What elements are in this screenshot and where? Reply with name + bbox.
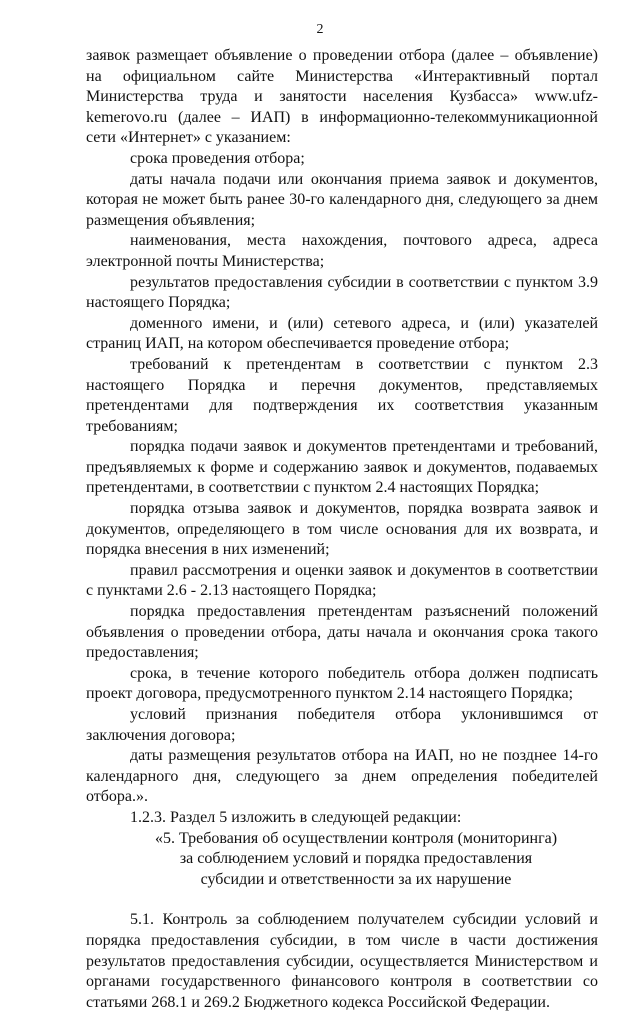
- list-item-applicant-requirements: требований к претендентам в соответствии с пунктом 2.3 настоящего Порядка и перечня документов, представляемых претендентами для подтверждения их соответствия указанным требованиям;: [86, 355, 598, 435]
- paragraph-5-1-control: 5.1. Контроль за соблюдением получателем субсидии условий и порядка предоставления субсидии, в том числе в части достижения результатов предоставления субсидии, осуществляется Министерством и органами государственного финансового контроля в соответствии со статьями 268.1 и 269.2 Бюджетного кодекса Российской Федерации.: [86, 911, 598, 1011]
- section-heading-line: за соблюдением условий и порядка предоставления: [179, 850, 533, 868]
- list-item-submission-procedure: порядка подачи заявок и документов претендентами и требований, предъявляемых к форме и содержанию заявок и документов, подаваемых претендентами, в соответствии с пунктом 2.4 настоящих Порядка;: [86, 438, 598, 497]
- spacer: [86, 890, 598, 910]
- list-item-clarifications: порядка предоставления претендентам разъяснений положений объявления о проведении отбора, даты начала и окончания срока такого предоставления;: [86, 603, 598, 662]
- list-item-selection-period: срока проведения отбора;: [130, 149, 305, 167]
- section-5-heading: [116, 829, 596, 891]
- list-item-results-publication: даты размещения результатов отбора на ИАП, но не позднее 14-го календарного дня, следующего за днем определения победителей отбора.».: [86, 747, 598, 806]
- list-item-domain-name: доменного имени, и (или) сетевого адреса, и (или) указателей страниц ИАП, на котором обеспечивается проведение отбора;: [86, 314, 598, 353]
- page-number: 2: [316, 22, 324, 37]
- list-item-subsidy-results: результатов предоставления субсидии в соответствии с пунктом 3.9 настоящего Порядка;: [86, 273, 598, 312]
- document-body: [86, 46, 598, 1013]
- paragraph-announcement-intro: заявок размещает объявление о проведении отбора (далее – объявление) на официальном сайте Министерства «Интерактивный портал Министерства труда и занятости населения Кузбасса» www.ufz-kemerovo.ru (далее – ИАП) в информационно-телекоммуникационной сети «Интернет» с указанием:: [86, 47, 598, 147]
- section-heading-line: субсидии и ответственности за их нарушение: [200, 870, 512, 888]
- list-item-application-dates: даты начала подачи или окончания приема заявок и документов, которая не может быть ранее 30-го календарного дня, следующего за днем размещения объявления;: [86, 170, 598, 229]
- section-heading-line: «5. Требования об осуществлении контроля (мониторинга): [154, 829, 558, 847]
- list-item-evasion-conditions: условий признания победителя отбора уклонившимся от заключения договора;: [86, 706, 598, 744]
- list-item-evaluation-rules: правил рассмотрения и оценки заявок и документов в соответствии с пунктами 2.6 - 2.13 настоящего Порядка;: [86, 561, 598, 600]
- list-item-ministry-contacts: наименования, места нахождения, почтового адреса, адреса электронной почты Министерства;: [86, 232, 598, 270]
- paragraph-amendment-section-5: 1.2.3. Раздел 5 изложить в следующей редакции:: [130, 808, 462, 826]
- list-item-contract-signing-term: срока, в течение которого победитель отбора должен подписать проект договора, предусмотренного пунктом 2.14 настоящего Порядка;: [86, 664, 598, 703]
- list-item-withdrawal-procedure: порядка отзыва заявок и документов, порядка возврата заявок и документов, определяющего в том числе основания для их возврата, и порядка внесения в них изменений;: [86, 500, 598, 559]
